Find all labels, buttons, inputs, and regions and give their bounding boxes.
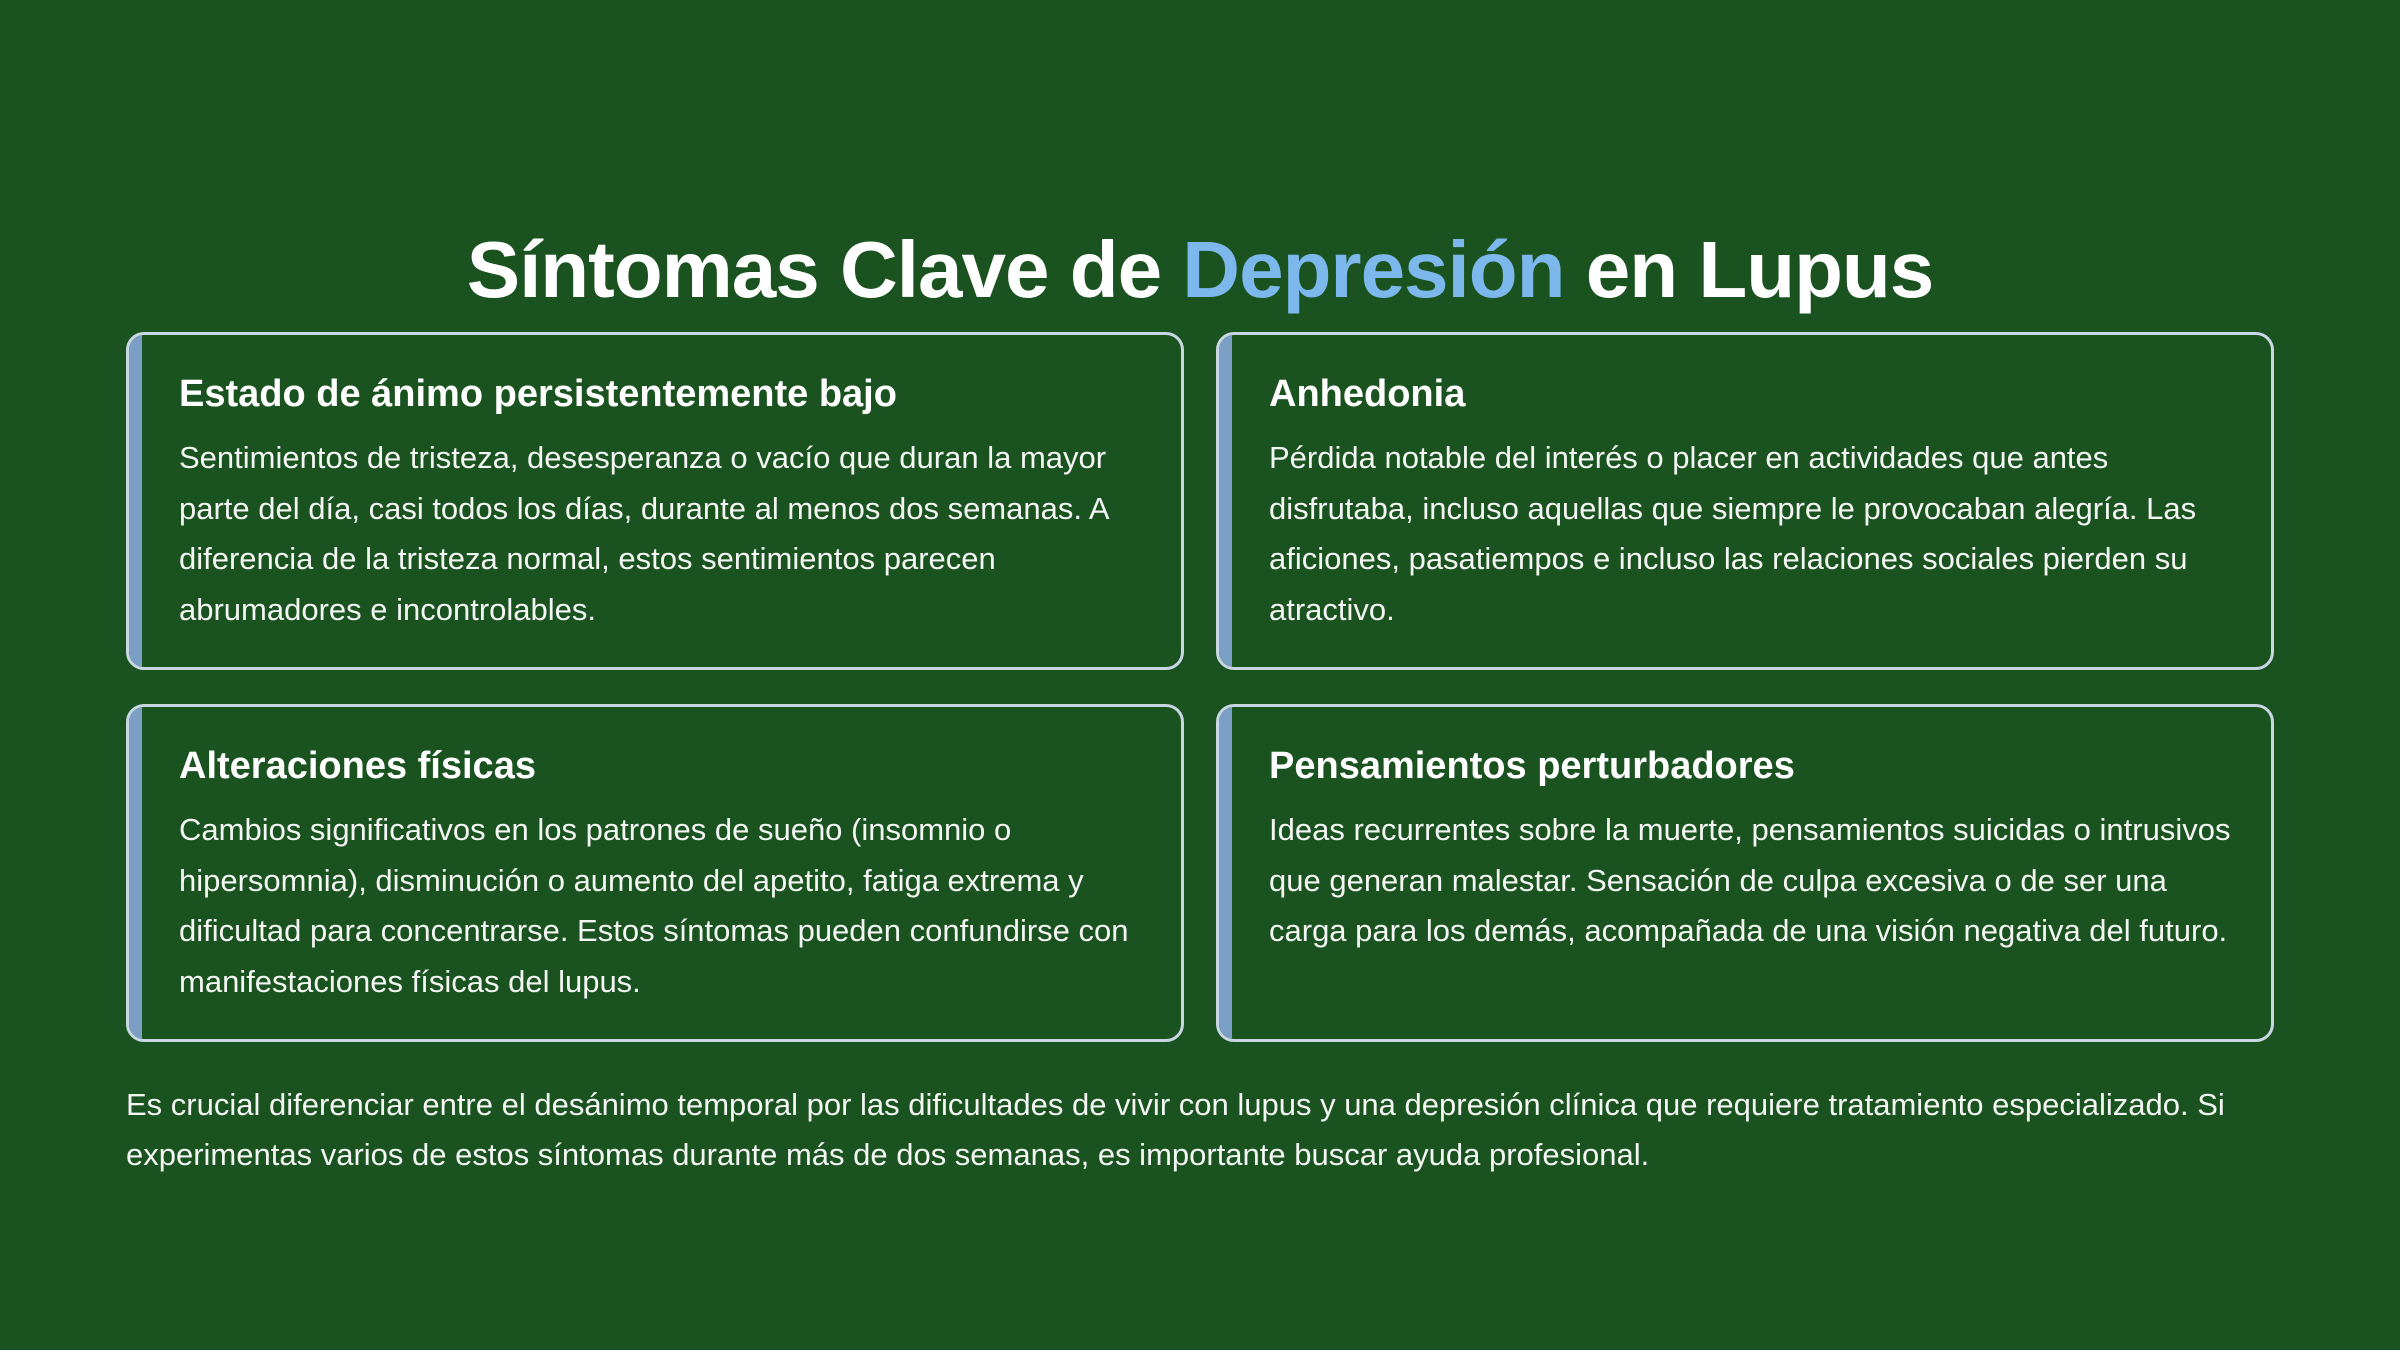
- card-accent-bar: [129, 335, 142, 667]
- card-title: Anhedonia: [1269, 373, 1466, 415]
- symptom-card-anhedonia: [1216, 332, 2274, 670]
- symptom-cards-grid: [126, 332, 2274, 1042]
- title-highlight: Depresión: [1182, 224, 1565, 314]
- footer-note: Es crucial diferenciar entre el desánimo temporal por las dificultades de vivir con lupus y una depresión clínica que requiere tratamiento especializado. Si experimentas varios de estos síntomas durante más de dos semanas, es importante buscar ayuda profesional.: [126, 1087, 2225, 1172]
- card-title: Alteraciones físicas: [179, 745, 536, 787]
- card-description: Cambios significativos en los patrones de sueño (insomnio o hipersomnia), disminución o aumento del apetito, fatiga extrema y dificultad para concentrarse. Estos síntomas pueden confundirse con manifestaciones físicas del lupus.: [179, 812, 1129, 999]
- card-description: Pérdida notable del interés o placer en actividades que antes disfrutaba, incluso aquellas que siempre le provocaban alegría. Las aficiones, pasatiempos e incluso las relaciones sociales pierden su atractivo.: [1269, 440, 2197, 627]
- symptom-card-low-mood: [126, 332, 1184, 670]
- card-accent-bar: [129, 707, 142, 1039]
- card-title: Estado de ánimo persistentemente bajo: [179, 373, 897, 415]
- symptom-card-disturbing-thoughts: [1216, 704, 2274, 1042]
- title-text-start: Síntomas Clave de: [466, 224, 1183, 314]
- card-accent-bar: [1219, 707, 1232, 1039]
- symptom-card-physical-changes: [126, 704, 1184, 1042]
- card-description: Sentimientos de tristeza, desesperanza o vacío que duran la mayor parte del día, casi todos los días, durante al menos dos semanas. A diferencia de la tristeza normal, estos sentimientos parecen abrumadores e incontrolables.: [179, 440, 1108, 627]
- card-description: Ideas recurrentes sobre la muerte, pensamientos suicidas o intrusivos que generan malestar. Sensación de culpa excesiva o de ser una carga para los demás, acompañada de una visión negativa del futuro.: [1269, 812, 2231, 948]
- card-title: Pensamientos perturbadores: [1269, 745, 1795, 787]
- card-accent-bar: [1219, 335, 1232, 667]
- title-text-end: en Lupus: [1564, 224, 1934, 314]
- slide-title: [0, 220, 2400, 320]
